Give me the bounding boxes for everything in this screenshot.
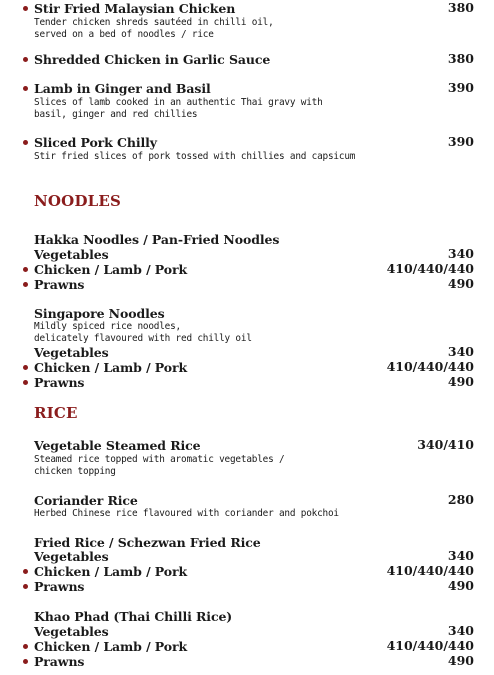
item-description: basil, ginger and red chillies xyxy=(34,109,198,120)
option-row: Vegetables 340 xyxy=(34,623,474,639)
bullet-dot-icon xyxy=(23,282,28,287)
bullet-dot-icon xyxy=(23,267,28,272)
price: 490 xyxy=(447,276,474,291)
bullet-dot-icon xyxy=(23,57,28,62)
menu-item-name: Khao Phad (Thai Chilli Rice) xyxy=(34,609,233,624)
price: 490 xyxy=(447,653,474,668)
section-heading-rice: RICE xyxy=(34,404,78,422)
price: 340 xyxy=(447,344,474,359)
option-row: Prawns 490 xyxy=(34,579,474,593)
price: 490 xyxy=(447,374,474,389)
menu-item-name: Hakka Noodles / Pan-Fried Noodles xyxy=(34,232,280,247)
price: 340/410 xyxy=(417,437,474,452)
menu-item-name: Shredded Chicken in Garlic Sauce 380 xyxy=(34,52,474,66)
price: 340 xyxy=(447,623,474,638)
price: 410/440/440 xyxy=(386,359,474,374)
item-description: Tender chicken shreds sautéed in chilli oil, xyxy=(34,17,274,28)
item-description: Stir fried slices of pork tossed with chillies and capsicum xyxy=(34,151,356,162)
menu-item-name: Lamb in Ginger and Basil 390 xyxy=(34,81,474,95)
bullet-dot-icon xyxy=(23,569,28,574)
item-description: Herbed Chinese rice flavoured with coriander and pokchoi xyxy=(34,508,339,519)
price: 380 xyxy=(447,0,474,15)
item-description: delicately flavoured with red chilly oil xyxy=(34,333,252,344)
menu-item-name: Fried Rice / Schezwan Fried Rice xyxy=(34,535,261,550)
price: 380 xyxy=(447,51,474,66)
menu-item-name: Coriander Rice 280 xyxy=(34,492,474,508)
price: 340 xyxy=(447,246,474,261)
bullet-dot-icon xyxy=(23,86,28,91)
option-row: Prawns 490 xyxy=(34,654,474,668)
price: 390 xyxy=(447,134,474,149)
price: 490 xyxy=(447,578,474,593)
item-description: chicken topping xyxy=(34,466,116,477)
menu-item-name: Vegetable Steamed Rice 340/410 xyxy=(34,437,474,453)
item-description: Steamed rice topped with aromatic vegetables / xyxy=(34,454,285,465)
option-row: Vegetables 340 xyxy=(34,548,474,564)
option-row: Chicken / Lamb / Pork 410/440/440 xyxy=(34,564,474,578)
menu-item-name: Sliced Pork Chilly 390 xyxy=(34,135,474,149)
item-description: Mildly spiced rice noodles, xyxy=(34,321,181,332)
bullet-dot-icon xyxy=(23,584,28,589)
option-row: Prawns 490 xyxy=(34,375,474,389)
section-heading-noodles: NOODLES xyxy=(34,192,122,210)
bullet-dot-icon xyxy=(23,644,28,649)
bullet-dot-icon xyxy=(23,6,28,11)
option-row: Vegetables 340 xyxy=(34,344,474,360)
option-row: Prawns 490 xyxy=(34,277,474,291)
item-description: served on a bed of noodles / rice xyxy=(34,29,214,40)
menu-item-name: Stir Fried Malaysian Chicken 380 xyxy=(34,1,474,15)
price: 390 xyxy=(447,80,474,95)
bullet-dot-icon xyxy=(23,659,28,664)
bullet-dot-icon xyxy=(23,380,28,385)
option-row: Chicken / Lamb / Pork 410/440/440 xyxy=(34,360,474,374)
price: 410/440/440 xyxy=(386,261,474,276)
bullet-dot-icon xyxy=(23,365,28,370)
item-description: Slices of lamb cooked in an authentic Thai gravy with xyxy=(34,97,323,108)
option-row: Chicken / Lamb / Pork 410/440/440 xyxy=(34,639,474,653)
option-row: Vegetables 340 xyxy=(34,246,474,262)
bullet-dot-icon xyxy=(23,140,28,145)
option-row: Chicken / Lamb / Pork 410/440/440 xyxy=(34,262,474,276)
price: 280 xyxy=(447,492,474,507)
price: 410/440/440 xyxy=(386,638,474,653)
menu-item-name: Singapore Noodles xyxy=(34,306,165,321)
price: 340 xyxy=(447,548,474,563)
price: 410/440/440 xyxy=(386,563,474,578)
